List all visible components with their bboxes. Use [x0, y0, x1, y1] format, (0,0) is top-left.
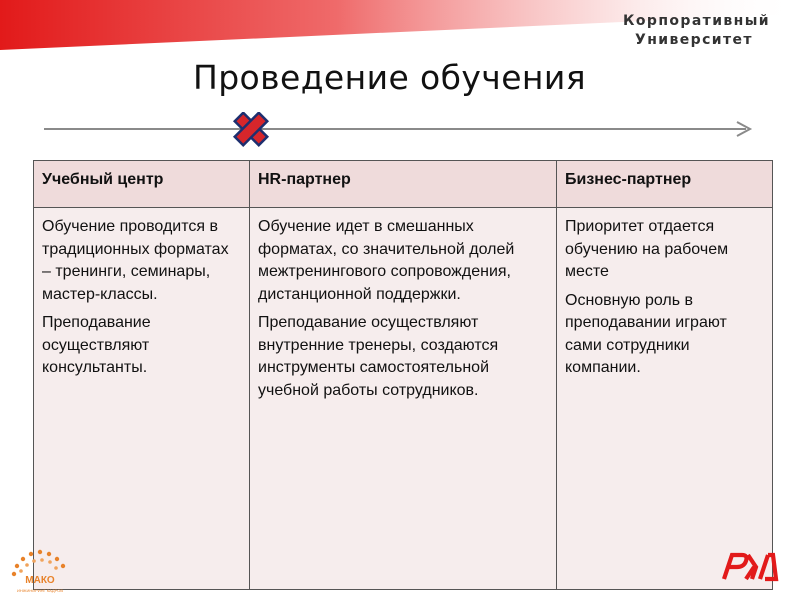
timeline-arrow: [40, 112, 760, 152]
cell-paragraph: Обучение проводится в традиционных форматах – тренинги, семинары, мастер-классы.: [42, 218, 229, 303]
mako-logo: [4, 544, 74, 598]
comparison-table: [33, 160, 773, 590]
cell-paragraph: Преподавание осуществляют консультанты.: [42, 314, 151, 376]
cell-paragraph: Преподавание осуществляют внутренние тренеры, создаются инструменты самостоятельной учебной работы сотрудников.: [258, 314, 499, 399]
brand-name: [623, 12, 770, 50]
rzd-logo: [718, 552, 780, 582]
mako-logo-subtext: ИНЖИНИРИНГ КАДРОВ: [16, 588, 64, 593]
table-row: [34, 208, 773, 590]
cell-paragraph: Обучение идет в смешанных форматах, со значительной долей межтренингового сопровождения, дистанционной поддержки.: [258, 218, 515, 303]
brand-line-2: Университет: [635, 32, 753, 48]
table-cell-business-partner: [557, 208, 773, 590]
cell-paragraph: Приоритет отдается обучению на рабочем месте: [565, 218, 729, 280]
table-cell-hr-partner: [250, 208, 557, 590]
column-header-hr-partner: HR-партнер: [250, 161, 557, 208]
table-cell-training-center: [34, 208, 250, 590]
cell-paragraph: Основную роль в преподавании играют сами сотрудники компании.: [565, 291, 727, 376]
column-header-business-partner: Бизнес-партнер: [557, 161, 773, 208]
table-header-row: [34, 161, 773, 208]
position-marker-icon: [227, 112, 275, 152]
mako-logo-text: МАКО: [25, 575, 55, 586]
column-header-training-center: Учебный центр: [34, 161, 250, 208]
brand-line-1: Корпоративный: [623, 13, 770, 29]
page-title: Проведение обучения: [193, 58, 586, 97]
